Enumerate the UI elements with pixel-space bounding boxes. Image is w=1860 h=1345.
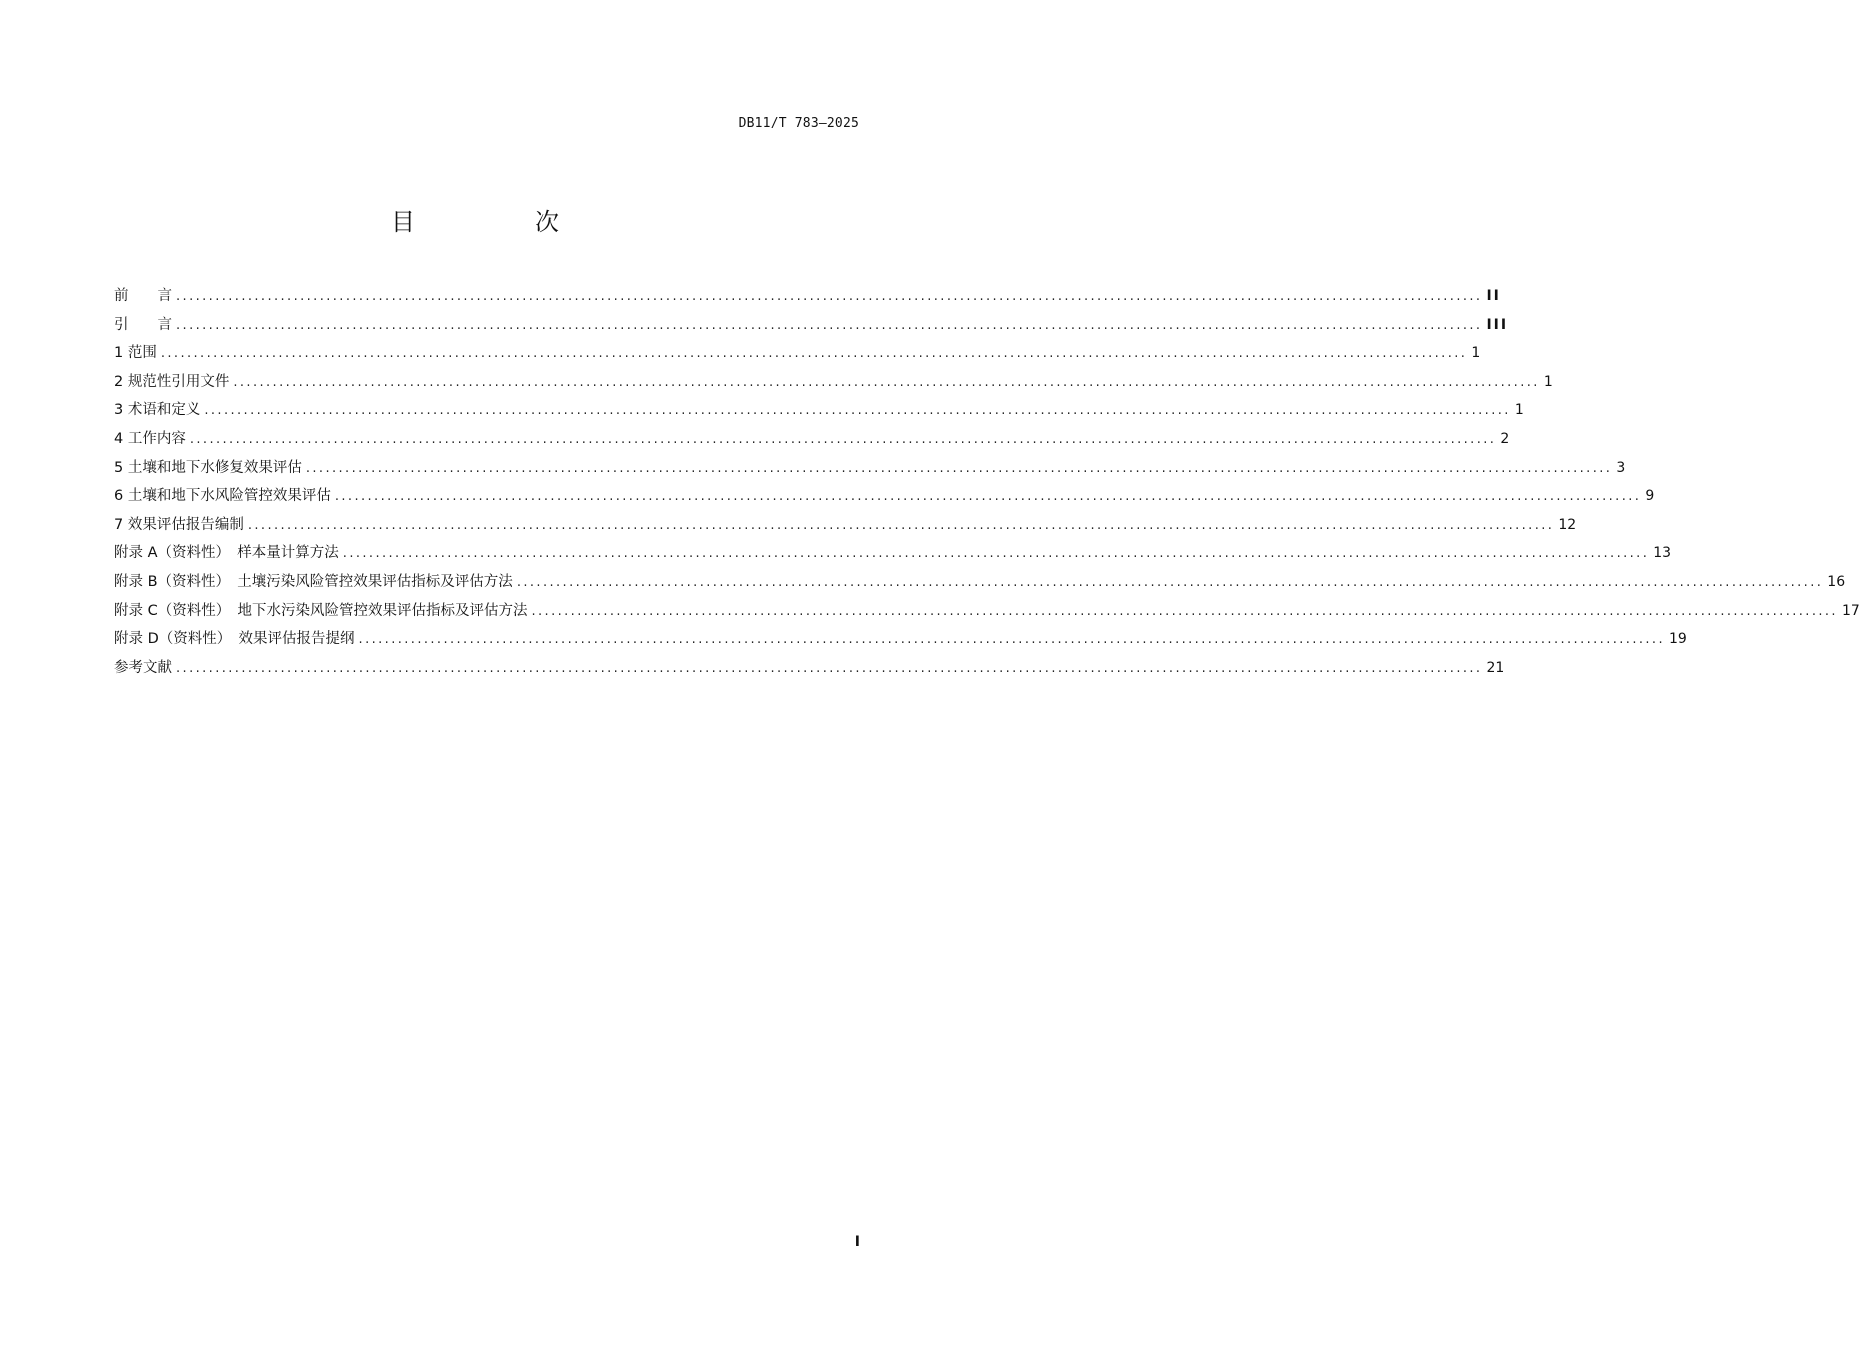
table-of-contents — [114, 282, 1860, 682]
toc-leader-dots: ........................................................................................................................................................................................................ — [189, 431, 1497, 447]
toc-entry-page: 2 — [1500, 430, 1510, 447]
toc-entry-page: 1 — [1543, 373, 1553, 390]
toc-entry-title: 引 言 — [114, 316, 172, 333]
toc-entry-title: 1 范围 — [114, 345, 157, 362]
toc-entry-page: II — [1486, 288, 1501, 304]
toc-entry-page: 16 — [1827, 573, 1846, 590]
toc-entry-title: 附录 A（资料性） 样本量计算方法 — [114, 545, 339, 562]
toc-entry[interactable] — [114, 482, 1655, 511]
toc-entry[interactable] — [114, 311, 1509, 340]
toc-entry-page: 1 — [1471, 345, 1481, 362]
toc-leader-dots: ........................................................................................................................................................................................................ — [176, 660, 1483, 676]
toc-entry-title: 2 规范性引用文件 — [114, 373, 230, 390]
toc-entry-title: 参考文献 — [114, 659, 172, 676]
toc-leader-dots: ........................................................................................................................................................................................................ — [176, 317, 1483, 333]
document-code: DB11/T 783—2025 — [738, 116, 859, 131]
toc-entry-title: 附录 B（资料性） 土壤污染风险管控效果评估指标及评估方法 — [114, 573, 513, 590]
toc-entry[interactable] — [114, 625, 1687, 654]
toc-entry-title: 3 术语和定义 — [114, 402, 201, 419]
toc-entry-page: 1 — [1514, 402, 1524, 419]
toc-entry-title: 5 土壤和地下水修复效果评估 — [114, 459, 302, 476]
toc-entry[interactable] — [114, 539, 1672, 568]
toc-entry-page: 12 — [1558, 516, 1577, 533]
toc-entry-page: 19 — [1669, 631, 1687, 648]
toc-leader-dots: ........................................................................................................................................................................................................ — [358, 632, 1665, 648]
toc-leader-dots: ........................................................................................................................................................................................................ — [516, 574, 1824, 590]
toc-entry-page: 9 — [1645, 488, 1655, 505]
toc-entry-page: III — [1486, 316, 1509, 333]
toc-leader-dots: ........................................................................................................................................................................................................ — [176, 289, 1483, 304]
toc-entry[interactable] — [114, 339, 1481, 368]
toc-entry[interactable] — [114, 568, 1846, 597]
toc-entry-title: 7 效果评估报告编制 — [114, 516, 244, 533]
toc-entry-title: 6 土壤和地下水风险管控效果评估 — [114, 488, 331, 505]
page-number: I — [854, 1234, 860, 1250]
toc-leader-dots: ........................................................................................................................................................................................................ — [247, 517, 1555, 533]
toc-leader-dots: ........................................................................................................................................................................................................ — [334, 489, 1642, 505]
toc-leader-dots: ........................................................................................................................................................................................................ — [204, 403, 1511, 419]
toc-leader-dots: ........................................................................................................................................................................................................ — [160, 346, 1468, 362]
toc-entry-page: 13 — [1653, 545, 1672, 562]
toc-entry-title: 4 工作内容 — [114, 430, 186, 447]
toc-entry[interactable] — [114, 511, 1577, 540]
toc-title: 目 次 — [391, 208, 607, 236]
toc-entry-page: 3 — [1616, 459, 1626, 476]
toc-entry-title: 附录 D（资料性） 效果评估报告提纲 — [114, 631, 355, 648]
toc-entry-page: 17 — [1841, 602, 1860, 619]
toc-entry[interactable] — [114, 368, 1553, 397]
toc-entry[interactable] — [114, 282, 1501, 311]
toc-leader-dots: ........................................................................................................................................................................................................ — [305, 460, 1613, 476]
toc-leader-dots: ........................................................................................................................................................................................................ — [233, 374, 1540, 390]
toc-entry-title: 前 言 — [114, 288, 172, 304]
toc-entry[interactable] — [114, 396, 1524, 425]
toc-entry-page: 21 — [1486, 659, 1505, 676]
toc-entry[interactable] — [114, 454, 1626, 483]
toc-leader-dots: ........................................................................................................................................................................................................ — [342, 546, 1650, 562]
toc-entry[interactable] — [114, 425, 1510, 454]
toc-entry-title: 附录 C（资料性） 地下水污染风险管控效果评估指标及评估方法 — [114, 602, 528, 619]
toc-entry[interactable] — [114, 597, 1860, 626]
toc-leader-dots: ........................................................................................................................................................................................................ — [531, 603, 1838, 619]
toc-entry[interactable] — [114, 654, 1505, 683]
